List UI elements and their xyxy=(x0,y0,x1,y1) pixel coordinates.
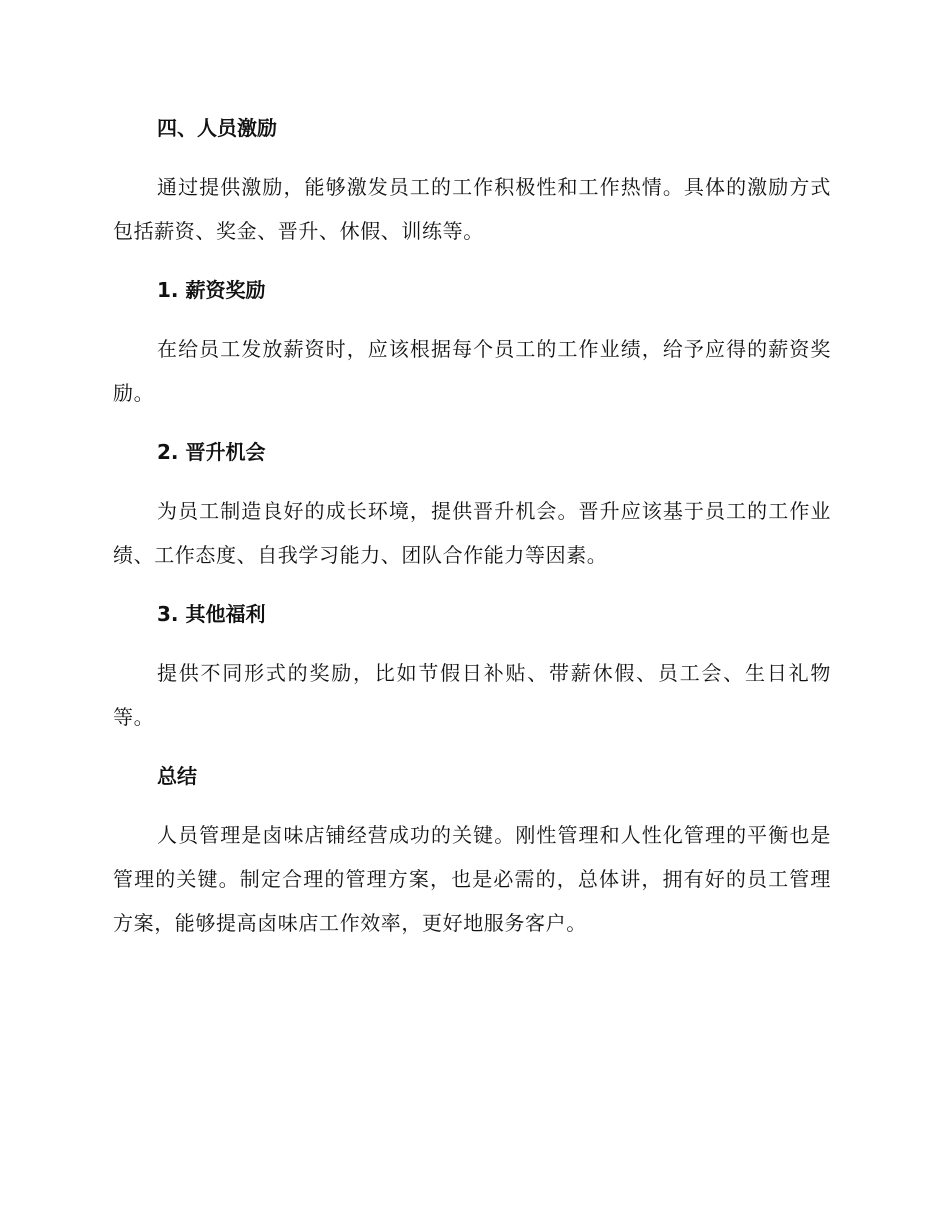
paragraph-summary: 人员管理是卤味店铺经营成功的关键。刚性管理和人性化管理的平衡也是管理的关键。制定合理的管理方案，也是必需的，总体讲，拥有好的员工管理方案，能够提高卤味店工作效率，更好地服务客户。 xyxy=(113,823,831,935)
section-heading-summary: 总结 xyxy=(157,764,197,788)
section-heading-salary: 1. 薪资奖励 xyxy=(157,278,266,302)
paragraph-promotion: 为员工制造良好的成长环境，提供晋升机会。晋升应该基于员工的工作业绩、工作态度、自我学习能力、团队合作能力等因素。 xyxy=(113,499,831,567)
paragraph-other-benefits: 提供不同形式的奖励，比如节假日补贴、带薪休假、员工会、生日礼物等。 xyxy=(113,661,831,729)
section-heading-other-benefits: 3. 其他福利 xyxy=(157,602,266,626)
section-heading-promotion: 2. 晋升机会 xyxy=(157,440,266,464)
document-page xyxy=(113,106,831,945)
paragraph-incentives: 通过提供激励，能够激发员工的工作积极性和工作热情。具体的激励方式包括薪资、奖金、晋升、休假、训练等。 xyxy=(113,175,831,243)
paragraph-salary: 在给员工发放薪资时，应该根据每个员工的工作业绩，给予应得的薪资奖励。 xyxy=(113,337,831,405)
section-heading-incentives: 四、人员激励 xyxy=(157,116,277,140)
